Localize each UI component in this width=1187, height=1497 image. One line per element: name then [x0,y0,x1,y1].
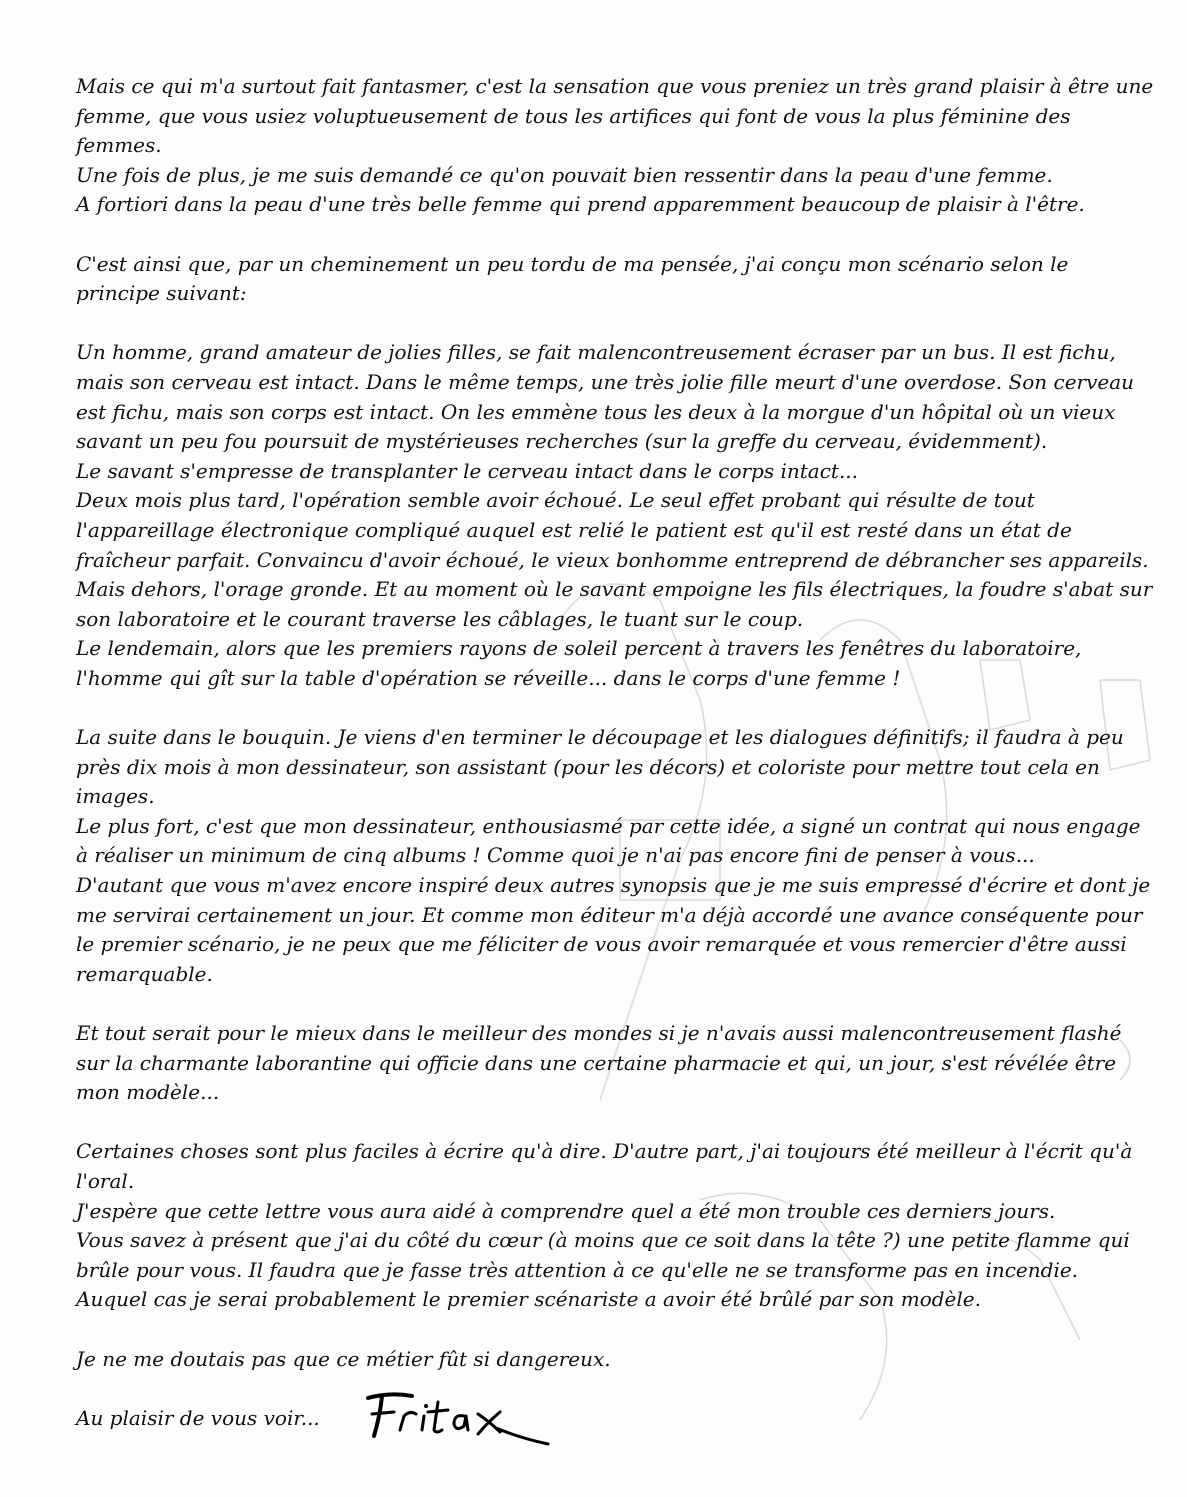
letter-paragraph: Je ne me doutais pas que ce métier fût si dangereux. [76,1346,611,1371]
letter-paragraph: Mais ce qui m'a surtout fait fantasmer, c'est la sensation que vous preniez un très grand plaisir à être une femme, que vous usiez voluptueusement de tous les artifices qui font de vous la plus féminine des femmes. [76,74,1154,158]
letter-paragraph: Une fois de plus, je me suis demandé ce qu'on pouvait bien ressentir dans la peau d'une femme. [76,162,1053,187]
letter-paragraph: Et tout serait pour le mieux dans le meilleur des mondes si je n'avais aussi malencontreusement flashé sur la charmante laborantine qui officie dans une certaine pharmacie et qui, un jour, s'est révélée être mon modèle... [76,1021,1122,1105]
letter-paragraph: D'autant que vous m'avez encore inspiré deux autres synopsis que je me suis empressé d'écrire et dont je me servirai certainement un jour. Et comme mon éditeur m'a déjà accordé une avance conséquente pour le premier scénario, je ne peux que me féliciter de vous avoir remarquée et vous remercier d'être aussi remarquable. [76,873,1151,986]
letter-paragraph: Le savant s'empresse de transplanter le cerveau intact dans le corps intact... [76,458,859,483]
letter-paragraph: Auquel cas je serai probablement le premier scénariste a avoir été brûlé par son modèle. [76,1287,981,1312]
letter-paragraph: La suite dans le bouquin. Je viens d'en terminer le découpage et les dialogues définitifs; il faudra à peu près dix mois à mon dessinateur, son assistant (pour les décors) et coloriste pour mettre tout cela en images. [76,725,1124,809]
letter-paragraph: C'est ainsi que, par un cheminement un peu tordu de ma pensée, j'ai conçu mon scénario selon le principe suivant: [76,251,1069,306]
letter-closing: Au plaisir de vous voir... [76,1405,320,1430]
letter-paragraph: A fortiori dans la peau d'une très belle femme qui prend apparemment beaucoup de plaisir à l'être. [76,192,1085,217]
letter-paragraph: Un homme, grand amateur de jolies filles, se fait malencontreusement écraser par un bus. Il est fichu, mais son cerveau est intact. Dans le même temps, une très jolie fille meurt d'une overdose. Son cerveau est fichu, mais son corps est intact. On les emmène tous les deux à la morgue d'un hôpital où un vieux savant un peu fou poursuit de mystérieuses recherches (sur la greffe du cerveau, évidemment). [76,340,1135,454]
letter-body [76,72,1156,1433]
letter-paragraph: Certaines choses sont plus faciles à écrire qu'à dire. D'autre part, j'ai toujours été meilleur à l'écrit qu'à l'oral. [76,1139,1133,1193]
letter-paragraph: J'espère que cette lettre vous aura aidé à comprendre quel a été mon trouble ces derniers jours. [76,1198,1056,1223]
letter-paragraph: Le lendemain, alors que les premiers rayons de soleil percent à travers les fenêtres du laboratoire, l'homme qui gît sur la table d'opération se réveille... dans le corps d'une femme ! [76,636,1082,690]
letter-paragraph: Mais dehors, l'orage gronde. Et au moment où le savant empoigne les fils électriques, la foudre s'abat sur son laboratoire et le courant traverse les câblages, le tuant sur le coup. [76,577,1153,631]
letter-paragraph: Vous savez à présent que j'ai du côté du cœur (à moins que ce soit dans la tête ?) une petite flamme qui brûle pour vous. Il faudra que je fasse très attention à ce qu'elle ne se transforme pas en incendie. [76,1228,1130,1282]
letter-paragraph: Deux mois plus tard, l'opération semble avoir échoué. Le seul effet probant qui résulte de tout l'appareillage électronique compliqué auquel est relié le patient est qu'il est resté dans un état de fraîcheur parfait. Convaincu d'avoir échoué, le vieux bonhomme entreprend de débrancher ses appareils. [76,488,1149,572]
handwritten-signature [360,1388,560,1448]
letter-paragraph: Le plus fort, c'est que mon dessinateur, enthousiasmé par cette idée, a signé un contrat qui nous engage à réaliser un minimum de cinq albums ! Comme quoi je n'ai pas encore fini de penser à vous... [76,813,1141,868]
